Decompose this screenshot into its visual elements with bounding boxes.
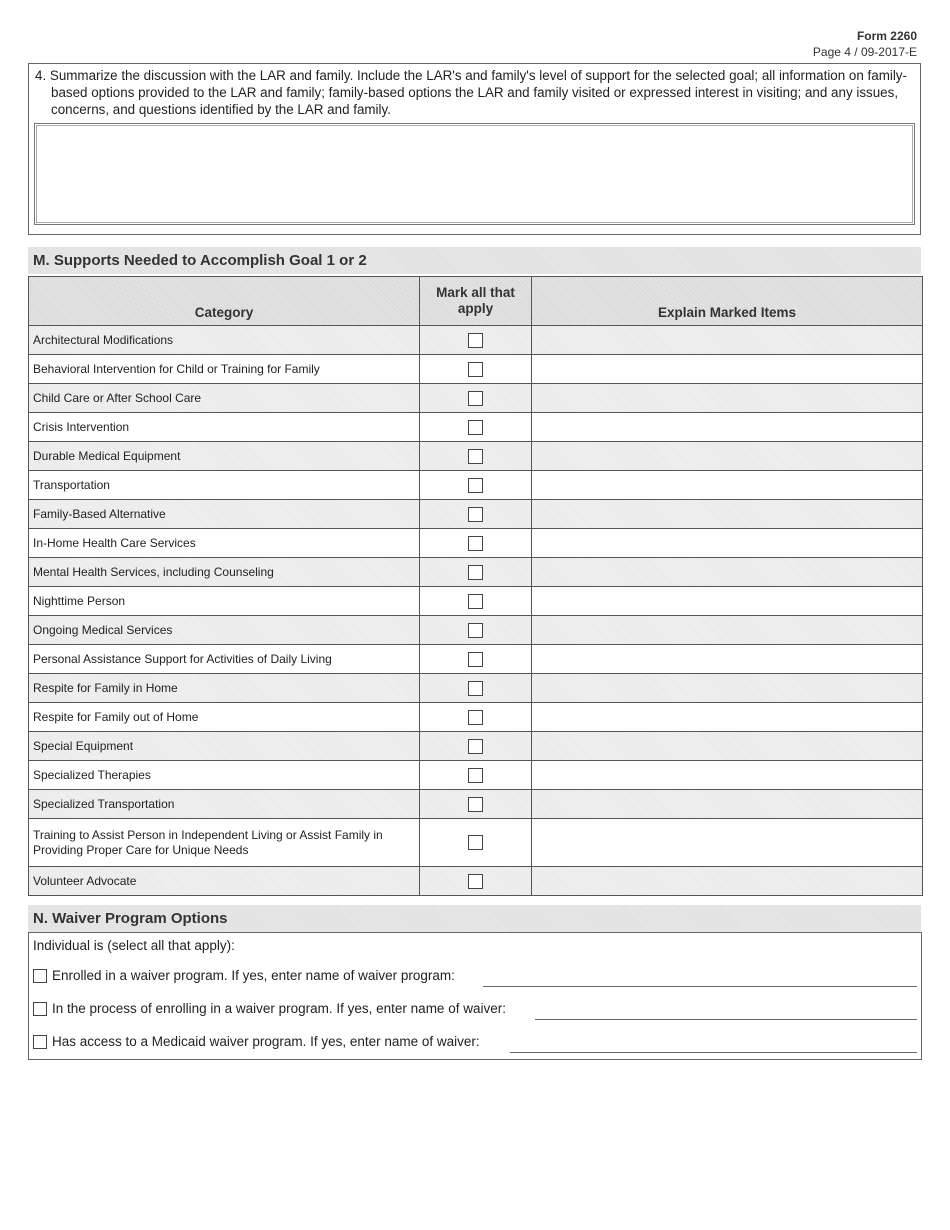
support-explanation-field[interactable] xyxy=(532,732,923,761)
support-mark-cell xyxy=(420,355,532,384)
support-mark-cell xyxy=(420,442,532,471)
support-explanation-field[interactable] xyxy=(532,529,923,558)
question-4-section xyxy=(28,63,921,235)
support-checkbox[interactable] xyxy=(468,333,483,348)
support-explanation-field[interactable] xyxy=(532,500,923,529)
section-n-title: N. Waiver Program Options xyxy=(28,905,921,932)
waiver-enrolled-name-field[interactable] xyxy=(483,986,917,987)
support-checkbox[interactable] xyxy=(468,739,483,754)
form-number: Form 2260 xyxy=(856,29,917,43)
supports-table-header xyxy=(29,277,923,326)
support-category: In-Home Health Care Services xyxy=(29,529,420,558)
support-row xyxy=(29,384,923,413)
support-row xyxy=(29,761,923,790)
support-row xyxy=(29,471,923,500)
support-row xyxy=(29,867,923,896)
question-4-answer-field[interactable] xyxy=(34,123,915,225)
section-m-title: M. Supports Needed to Accomplish Goal 1 or 2 xyxy=(28,247,921,274)
support-mark-cell xyxy=(420,413,532,442)
support-category: Mental Health Services, including Counseling xyxy=(29,558,420,587)
support-mark-cell xyxy=(420,703,532,732)
waiver-options-box xyxy=(28,932,922,1060)
support-mark-cell xyxy=(420,645,532,674)
support-checkbox[interactable] xyxy=(468,835,483,850)
supports-table xyxy=(28,276,923,896)
support-category: Training to Assist Person in Independent Living or Assist Family in Providing Proper Care for Unique Needs xyxy=(29,819,420,867)
support-category: Crisis Intervention xyxy=(29,413,420,442)
question-4-text: 4. Summarize the discussion with the LAR and family. Include the LAR's and family's level of support for the selected goal; all information on family-based options provided to the LAR and family; family-based options the LAR and family visited or expressed interest in visiting; and any issues, concerns, and questions identified by the LAR and family. xyxy=(35,68,907,117)
support-mark-cell xyxy=(420,867,532,896)
support-row xyxy=(29,326,923,355)
support-row xyxy=(29,500,923,529)
support-category: Child Care or After School Care xyxy=(29,384,420,413)
waiver-enrolled-label: Enrolled in a waiver program. If yes, enter name of waiver program: xyxy=(52,968,455,983)
column-header-explain: Explain Marked Items xyxy=(532,277,923,326)
support-category: Special Equipment xyxy=(29,732,420,761)
support-explanation-field[interactable] xyxy=(532,442,923,471)
support-explanation-field[interactable] xyxy=(532,413,923,442)
support-checkbox[interactable] xyxy=(468,652,483,667)
support-checkbox[interactable] xyxy=(468,797,483,812)
column-header-mark: Mark all that apply xyxy=(420,277,532,326)
support-checkbox[interactable] xyxy=(468,565,483,580)
support-category: Architectural Modifications xyxy=(29,326,420,355)
support-mark-cell xyxy=(420,500,532,529)
waiver-option-medicaid xyxy=(33,1031,917,1053)
support-category: Behavioral Intervention for Child or Training for Family xyxy=(29,355,420,384)
waiver-enrolling-name-field[interactable] xyxy=(535,1019,917,1020)
support-explanation-field[interactable] xyxy=(532,326,923,355)
support-row xyxy=(29,587,923,616)
support-row xyxy=(29,529,923,558)
support-checkbox[interactable] xyxy=(468,623,483,638)
support-row xyxy=(29,732,923,761)
waiver-option-enrolling xyxy=(33,998,917,1020)
support-category: Specialized Therapies xyxy=(29,761,420,790)
support-row xyxy=(29,703,923,732)
waiver-medicaid-label: Has access to a Medicaid waiver program. If yes, enter name of waiver: xyxy=(52,1034,480,1049)
support-explanation-field[interactable] xyxy=(532,867,923,896)
waiver-medicaid-name-field[interactable] xyxy=(510,1052,917,1053)
support-row xyxy=(29,819,923,867)
support-explanation-field[interactable] xyxy=(532,790,923,819)
waiver-enrolling-checkbox[interactable] xyxy=(33,1002,47,1016)
support-checkbox[interactable] xyxy=(468,681,483,696)
support-category: Respite for Family in Home xyxy=(29,674,420,703)
support-row xyxy=(29,413,923,442)
support-explanation-field[interactable] xyxy=(532,355,923,384)
waiver-enrolled-checkbox[interactable] xyxy=(33,969,47,983)
support-category: Transportation xyxy=(29,471,420,500)
support-row xyxy=(29,674,923,703)
support-explanation-field[interactable] xyxy=(532,384,923,413)
support-explanation-field[interactable] xyxy=(532,471,923,500)
form-header xyxy=(813,28,917,60)
support-checkbox[interactable] xyxy=(468,874,483,889)
column-header-category: Category xyxy=(29,277,420,326)
support-checkbox[interactable] xyxy=(468,710,483,725)
support-explanation-field[interactable] xyxy=(532,761,923,790)
support-checkbox[interactable] xyxy=(468,536,483,551)
support-explanation-field[interactable] xyxy=(532,616,923,645)
support-category: Family-Based Alternative xyxy=(29,500,420,529)
support-row xyxy=(29,645,923,674)
support-checkbox[interactable] xyxy=(468,478,483,493)
support-checkbox[interactable] xyxy=(468,391,483,406)
support-mark-cell xyxy=(420,471,532,500)
support-checkbox[interactable] xyxy=(468,362,483,377)
support-mark-cell xyxy=(420,790,532,819)
support-explanation-field[interactable] xyxy=(532,703,923,732)
support-mark-cell xyxy=(420,326,532,355)
support-checkbox[interactable] xyxy=(468,768,483,783)
waiver-medicaid-checkbox[interactable] xyxy=(33,1035,47,1049)
support-checkbox[interactable] xyxy=(468,507,483,522)
support-row xyxy=(29,355,923,384)
support-row xyxy=(29,790,923,819)
support-category: Specialized Transportation xyxy=(29,790,420,819)
support-explanation-field[interactable] xyxy=(532,558,923,587)
support-row xyxy=(29,616,923,645)
waiver-intro: Individual is (select all that apply): xyxy=(33,938,235,953)
support-checkbox[interactable] xyxy=(468,449,483,464)
support-mark-cell xyxy=(420,384,532,413)
support-mark-cell xyxy=(420,732,532,761)
waiver-enrolling-label: In the process of enrolling in a waiver program. If yes, enter name of waiver: xyxy=(52,1001,506,1016)
support-checkbox[interactable] xyxy=(468,594,483,609)
support-category: Volunteer Advocate xyxy=(29,867,420,896)
support-mark-cell xyxy=(420,529,532,558)
support-category: Durable Medical Equipment xyxy=(29,442,420,471)
support-explanation-field[interactable] xyxy=(532,674,923,703)
waiver-option-enrolled xyxy=(33,965,917,987)
support-explanation-field[interactable] xyxy=(532,819,923,867)
support-category: Personal Assistance Support for Activities of Daily Living xyxy=(29,645,420,674)
support-category: Ongoing Medical Services xyxy=(29,616,420,645)
page-info: Page 4 / 09-2017-E xyxy=(812,45,917,59)
support-explanation-field[interactable] xyxy=(532,645,923,674)
support-row xyxy=(29,442,923,471)
support-category: Nighttime Person xyxy=(29,587,420,616)
support-mark-cell xyxy=(420,587,532,616)
support-mark-cell xyxy=(420,674,532,703)
support-explanation-field[interactable] xyxy=(532,587,923,616)
support-row xyxy=(29,558,923,587)
support-mark-cell xyxy=(420,761,532,790)
support-mark-cell xyxy=(420,819,532,867)
support-category: Respite for Family out of Home xyxy=(29,703,420,732)
support-mark-cell xyxy=(420,558,532,587)
support-mark-cell xyxy=(420,616,532,645)
support-checkbox[interactable] xyxy=(468,420,483,435)
